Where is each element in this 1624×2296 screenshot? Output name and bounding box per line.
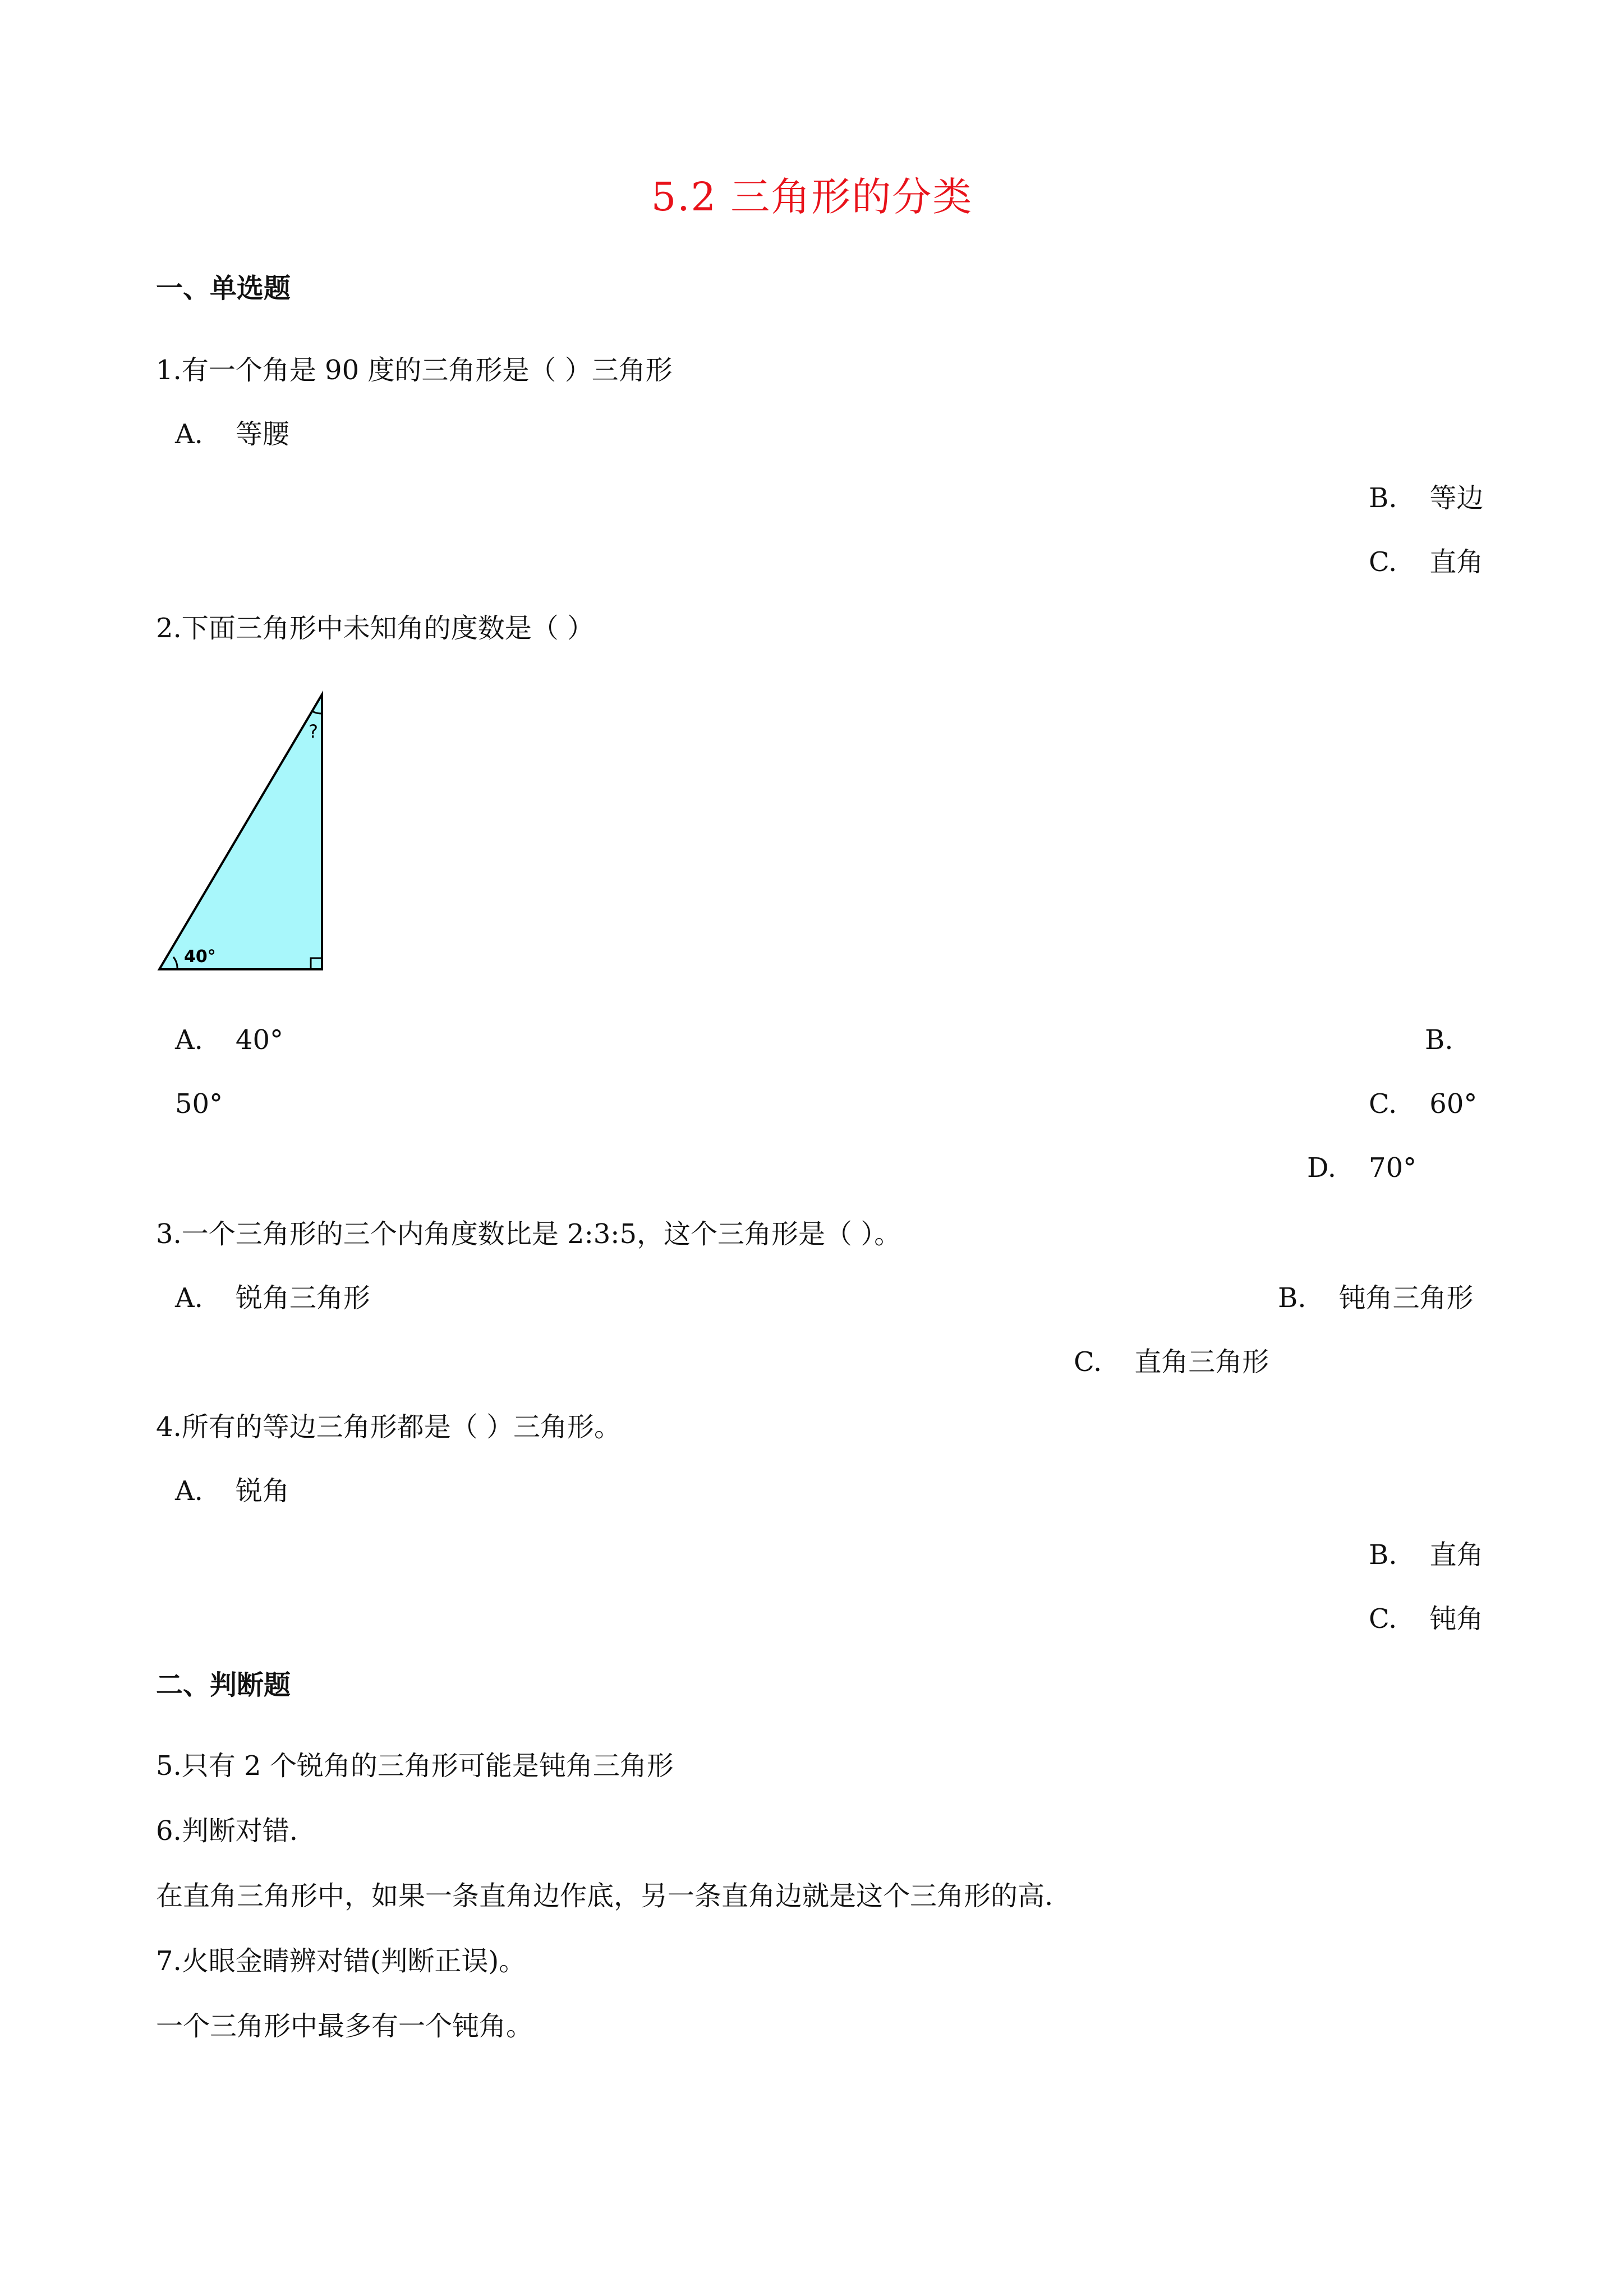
option-text: 60°	[1429, 1088, 1478, 1120]
option-label: C.	[1369, 546, 1397, 578]
option-text: 钝角	[1429, 1603, 1484, 1635]
question-1-option-c[interactable]	[1369, 546, 1484, 578]
option-label: B.	[1369, 1539, 1397, 1571]
option-label: B.	[1278, 1282, 1306, 1314]
question-6-statement: 在直角三角形中，如果一条直角边作底，另一条直角边就是这个三角形的高.	[156, 1880, 1053, 1912]
question-2-option-b-text[interactable]: 50°	[175, 1088, 223, 1120]
question-4-stem: 4.所有的等边三角形都是（ ）三角形。	[156, 1411, 622, 1443]
option-text: 40°	[235, 1024, 283, 1056]
option-text: 锐角	[235, 1475, 289, 1507]
unknown-angle-label: ?	[309, 721, 318, 742]
option-text: 直角三角形	[1134, 1346, 1269, 1378]
question-1-option-b[interactable]	[1369, 482, 1484, 514]
option-label: A.	[175, 1282, 203, 1314]
option-text: 70°	[1369, 1152, 1417, 1184]
question-2-option-c[interactable]	[1369, 1088, 1478, 1120]
option-text: 锐角三角形	[235, 1282, 370, 1314]
option-label: B.	[1369, 482, 1397, 514]
option-label: D.	[1307, 1152, 1337, 1184]
question-6-stem: 6.判断对错.	[156, 1815, 298, 1847]
question-3-option-a[interactable]	[175, 1282, 370, 1314]
option-label: C.	[1369, 1603, 1397, 1635]
option-text: 等边	[1429, 482, 1484, 514]
question-2-option-a[interactable]	[175, 1024, 283, 1056]
question-4-option-b[interactable]	[1369, 1539, 1484, 1571]
question-2-option-d[interactable]	[1307, 1152, 1417, 1184]
option-text: 直角	[1429, 1539, 1484, 1571]
question-2-option-b-label[interactable]: B.	[1425, 1024, 1453, 1056]
page-title: 5.2 三角形的分类	[651, 174, 973, 220]
right-triangle-figure	[156, 689, 330, 975]
option-text: 钝角三角形	[1338, 1282, 1474, 1314]
option-label: A.	[175, 1475, 203, 1507]
question-3-option-b[interactable]	[1278, 1282, 1474, 1314]
question-7-statement: 一个三角形中最多有一个钝角。	[156, 2010, 533, 2042]
section-heading-true-false: 二、判断题	[156, 1669, 291, 1701]
option-label: A.	[175, 1024, 203, 1056]
angle-label-40: 40°	[184, 947, 216, 967]
question-5-stem: 5.只有 2 个锐角的三角形可能是钝角三角形	[156, 1750, 674, 1782]
triangle-shape	[159, 694, 322, 969]
option-label: C.	[1074, 1346, 1102, 1378]
option-label: A.	[175, 418, 203, 450]
question-1-option-a[interactable]	[175, 418, 289, 450]
question-3-option-c[interactable]	[1074, 1346, 1269, 1378]
section-heading-single-choice: 一、单选题	[156, 273, 291, 304]
option-text: 等腰	[235, 418, 289, 450]
option-label: C.	[1369, 1088, 1397, 1120]
option-text: 直角	[1429, 546, 1484, 578]
question-7-stem: 7.火眼金睛辨对错(判断正误)。	[156, 1945, 526, 1977]
question-3-stem: 3.一个三角形的三个内角度数比是 2:3:5，这个三角形是（ ）。	[156, 1218, 901, 1250]
question-4-option-c[interactable]	[1369, 1603, 1484, 1635]
question-2-stem: 2.下面三角形中未知角的度数是（ ）	[156, 613, 595, 644]
question-1-stem: 1.有一个角是 90 度的三角形是（ ）三角形	[156, 355, 673, 386]
question-4-option-a[interactable]	[175, 1475, 289, 1507]
